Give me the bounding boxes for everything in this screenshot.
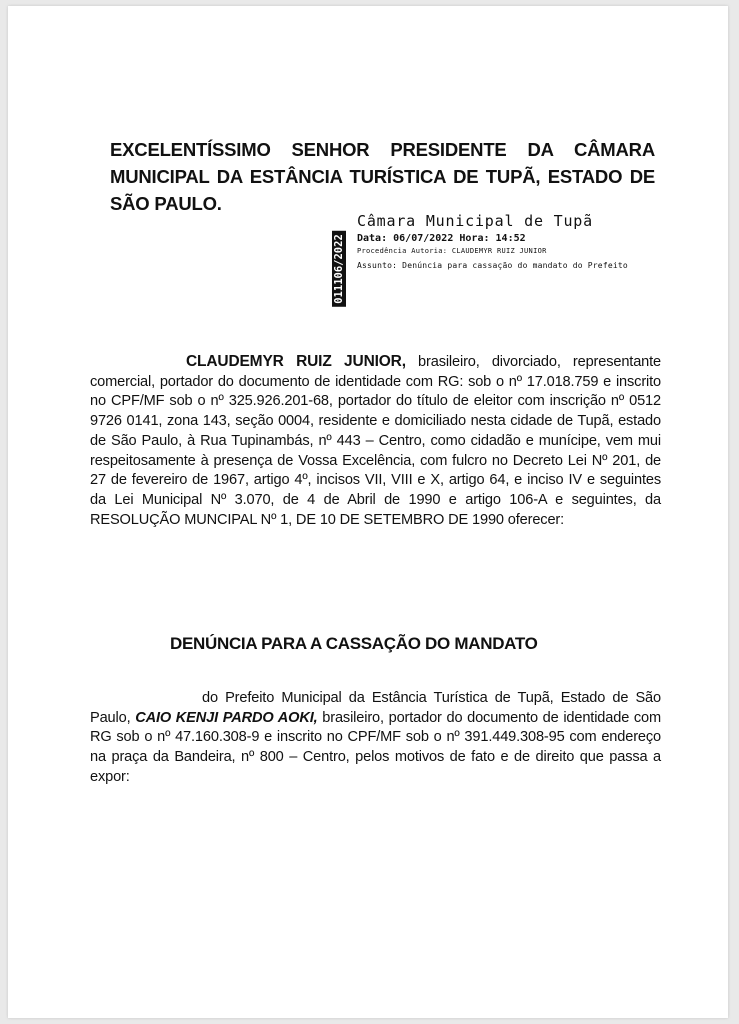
heading-line-3: SÃO PAULO.: [110, 193, 222, 214]
stamp-subject-line: [357, 260, 657, 271]
stamp-body: [357, 212, 657, 271]
document-page: [8, 6, 728, 1018]
heading-line-2: MUNICIPAL DA ESTÂNCIA TURÍSTICA DE TUPÃ, ESTADO DE: [110, 166, 655, 187]
defendant-paragraph: [90, 689, 661, 788]
stamp-subject-label: Assunto:: [357, 261, 398, 270]
protocol-number: [328, 226, 350, 312]
defendant-intro-text: do Prefeito Municipal da Estância Turística de Tupã, Estado de São Paulo,: [90, 690, 661, 726]
defendant-text: brasileiro, portador do documento de identidade com RG sob o nº 47.160.308-9 e inscrito no CPF/MF sob o nº 391.449.308-95 com endereço na praça da Bandeira, nº 800 – Centro, pelos motivos de fato e de direito que passa a expor:: [90, 709, 662, 785]
complainant-name: CLAUDEMYR RUIZ JUNIOR,: [186, 353, 406, 370]
stamp-date-line: [357, 233, 657, 244]
protocol-number-text: 011106/2022: [332, 231, 346, 307]
stamp-subject: Denúncia para cassação do mandato do Prefeito: [402, 261, 628, 270]
qualification-paragraph: [90, 352, 661, 530]
stamp-origin-label: Procedência: [357, 247, 407, 255]
stamp-origin: Autoria: CLAUDEMYR RUIZ JUNIOR: [411, 247, 547, 255]
document-heading: [110, 136, 655, 217]
stamp-time-label: Hora:: [459, 233, 490, 244]
qualification-text: brasileiro, divorciado, representante comercial, portador do documento de identidade com RG: sob o nº 17.018.759 e inscrito no CPF/MF sob o nº 325.926.201-68, portador do título de eleitor com inscrição nº 0512 9726 0141, zona 143, seção 0004, residente e domiciliado nesta cidade de Tupã, estado de São Paulo, à Rua Tupinambás, nº 443 – Centro, como cidadão e munícipe, vem mui respeitosamente à presença de Vossa Excelência, com fulcro no Decreto Lei Nº 201, de 27 de fevereiro de 1967, artigo 4º, incisos VII, VIII e X, artigo 64, e inciso IV e seguintes da Lei Municipal Nº 3.070, de 4 de Abril de 1990 e artigo 106-A e seguintes, da RESOLUÇÃO MUNCIPAL Nº 1, DE 10 DE SETEMBRO DE 1990 oferecer:: [90, 354, 662, 528]
stamp-date: 06/07/2022: [393, 233, 454, 244]
stamp-title: Câmara Municipal de Tupã: [357, 212, 593, 230]
defendant-name: CAIO KENJI PARDO AOKI,: [135, 709, 318, 726]
section-title: DENÚNCIA PARA A CASSAÇÃO DO MANDATO: [170, 634, 538, 653]
protocol-stamp: [328, 212, 658, 312]
stamp-time: 14:52: [495, 233, 526, 244]
stamp-date-label: Data:: [357, 233, 388, 244]
stamp-origin-line: [357, 247, 657, 255]
heading-line-1: EXCELENTÍSSIMO SENHOR PRESIDENTE DA CÂMARA: [110, 139, 655, 160]
